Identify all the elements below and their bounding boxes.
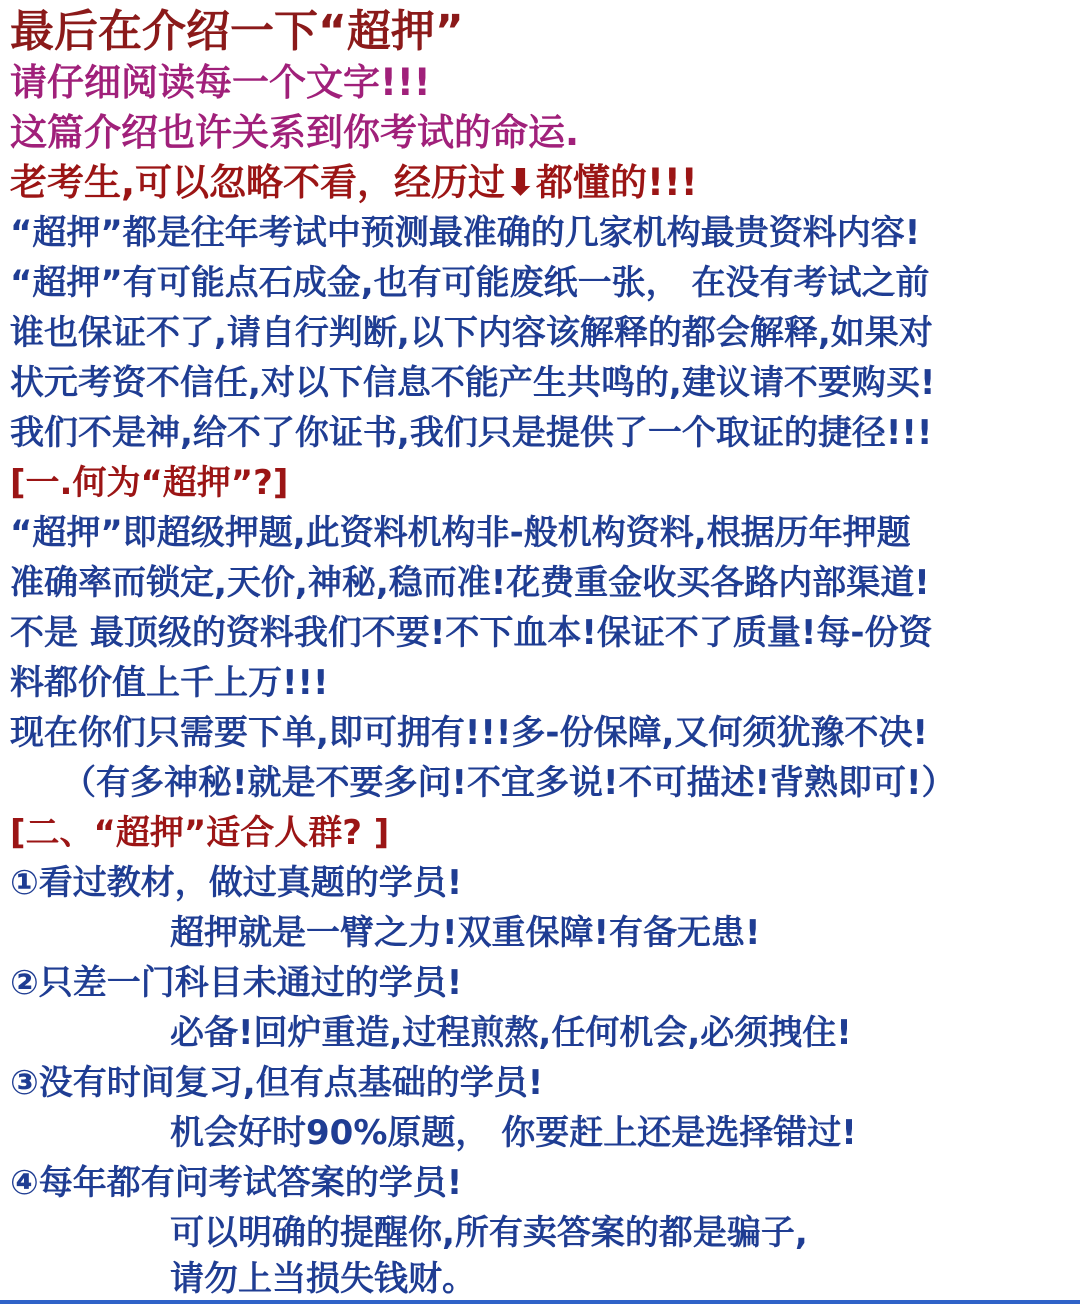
section-heading-1: [一.何为“超押”?] (10, 463, 289, 503)
list-item-title: ④每年都有问考试答案的学员! (10, 1163, 463, 1203)
list-item-title: ①看过教材，做过真题的学员! (10, 863, 463, 903)
list-item-title: ③没有时间复习,但有点基础的学员! (10, 1063, 544, 1103)
paragraph-line: 不是 最顶级的资料我们不要!不下血本!保证不了质量!每-份资 (10, 613, 933, 653)
paragraph-line: “超押”即超级押题,此资料机构非-般机构资料,根据历年押题 (10, 513, 911, 553)
bottom-border (0, 1300, 1080, 1304)
paragraph-line: 我们不是神,给不了你证书,我们只是提供了一个取证的捷径!!! (10, 413, 933, 453)
paragraph-line: （有多神秘!就是不要多问!不宜多说!不可描述!背熟即可!） (62, 763, 956, 803)
intro-line-3: 老考生,可以忽略不看，经历过⬇都懂的!!! (10, 161, 698, 204)
list-item-detail: 请勿上当损失钱财。 (170, 1259, 476, 1299)
paragraph-line: “超押”都是往年考试中预测最准确的几家机构最贵资料内容! (10, 213, 921, 253)
paragraph-line: 谁也保证不了,请自行判断,以下内容该解释的都会解释,如果对 (10, 313, 933, 353)
main-heading: 最后在介绍一下“超押” (10, 6, 464, 57)
paragraph-line: 现在你们只需要下单,即可拥有!!!多-份保障,又何须犹豫不决! (10, 713, 928, 753)
section-heading-2: [二、“超押”适合人群? ] (10, 813, 390, 853)
list-item-detail: 可以明确的提醒你,所有卖答案的都是骗子, (170, 1213, 808, 1253)
paragraph-line: “超押”有可能点石成金,也有可能废纸一张， 在没有考试之前 (10, 263, 930, 303)
list-item-title: ②只差一门科目未通过的学员! (10, 963, 463, 1003)
list-item-detail: 超押就是一臂之力!双重保障!有备无患! (170, 913, 761, 953)
paragraph-line: 料都价值上千上万!!! (10, 663, 329, 703)
intro-line-2: 这篇介绍也许关系到你考试的命运. (10, 111, 580, 154)
paragraph-line: 准确率而锁定,天价,神秘,稳而准!花费重金收买各路内部渠道! (10, 563, 930, 603)
intro-line-1: 请仔细阅读每一个文字!!! (10, 61, 431, 104)
list-item-detail: 必备!回炉重造,过程煎熬,任何机会,必须拽住! (170, 1013, 852, 1053)
paragraph-line: 状元考资不信任,对以下信息不能产生共鸣的,建议请不要购买! (10, 363, 936, 403)
list-item-detail: 机会好时90%原题， 你要赶上还是选择错过! (170, 1113, 857, 1153)
